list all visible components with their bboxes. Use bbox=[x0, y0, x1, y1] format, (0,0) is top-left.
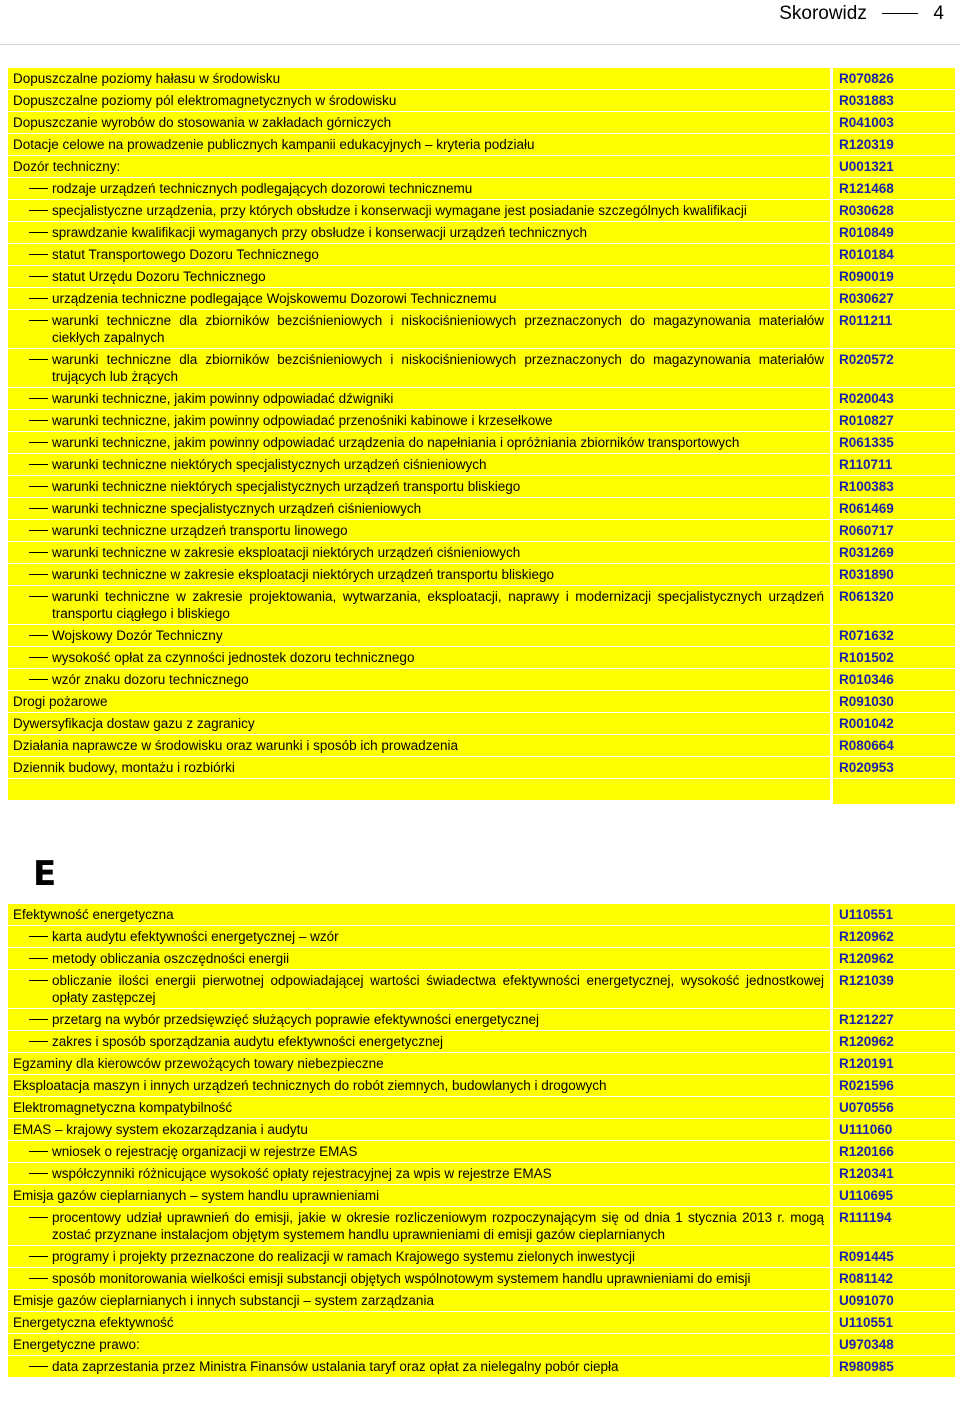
page-header bbox=[779, 0, 944, 28]
entry-code: R030628 bbox=[833, 200, 955, 221]
entry-code: R061469 bbox=[833, 498, 955, 519]
entry-code: R011211 bbox=[833, 310, 955, 348]
index-entry bbox=[8, 112, 955, 133]
entry-code: R060717 bbox=[833, 520, 955, 541]
entry-code: U001321 bbox=[833, 156, 955, 177]
index-entry bbox=[8, 713, 955, 734]
entry-code: R100383 bbox=[833, 476, 955, 497]
entry-code: R120166 bbox=[833, 1141, 955, 1162]
entry-text: warunki techniczne w zakresie projektowania, wytwarzania, eksploatacji, naprawy i modernizacji specjalistycznych urządzeń transportu ciągłego i bliskiego bbox=[8, 586, 830, 624]
entry-code: R081142 bbox=[833, 1268, 955, 1289]
entry-text: warunki techniczne, jakim powinny odpowiadać dźwigniki bbox=[8, 388, 830, 409]
index-subentry bbox=[8, 222, 955, 243]
index-subentry bbox=[8, 1031, 955, 1052]
index-subentry bbox=[8, 349, 955, 387]
index-subentry bbox=[8, 1246, 955, 1267]
entry-text: Dopuszczanie wyrobów do stosowania w zakładach górniczych bbox=[8, 112, 830, 133]
entry-code: R120319 bbox=[833, 134, 955, 155]
entry-text: Wojskowy Dozór Techniczny bbox=[8, 625, 830, 646]
entry-text: Dziennik budowy, montażu i rozbiórki bbox=[8, 757, 830, 778]
entry-text: Dywersyfikacja dostaw gazu z zagranicy bbox=[8, 713, 830, 734]
entry-text: programy i projekty przeznaczone do realizacji w ramach Krajowego systemu zielonych inwestycji bbox=[8, 1246, 830, 1267]
entry-code: U970348 bbox=[833, 1334, 955, 1355]
entry-code: R110711 bbox=[833, 454, 955, 475]
index-subentry bbox=[8, 432, 955, 453]
entry-code: U110551 bbox=[833, 904, 955, 925]
entry-code: R980985 bbox=[833, 1356, 955, 1377]
entry-code: U070556 bbox=[833, 1097, 955, 1118]
index-subentry bbox=[8, 178, 955, 199]
index-subentry bbox=[8, 1207, 955, 1245]
entry-code: R121227 bbox=[833, 1009, 955, 1030]
index-subentry bbox=[8, 410, 955, 431]
entry-code: R010346 bbox=[833, 669, 955, 690]
index-entry bbox=[8, 904, 955, 925]
entry-text: Dopuszczalne poziomy hałasu w środowisku bbox=[8, 68, 830, 89]
entry-code: R091445 bbox=[833, 1246, 955, 1267]
index-subentry bbox=[8, 200, 955, 221]
entry-text: warunki techniczne, jakim powinny odpowiadać przenośniki kabinowe i krzesełkowe bbox=[8, 410, 830, 431]
index-entry bbox=[8, 1053, 955, 1074]
index-entry bbox=[8, 691, 955, 712]
index-entry bbox=[8, 1334, 955, 1355]
entry-code: R021596 bbox=[833, 1075, 955, 1096]
entry-text: urządzenia techniczne podlegające Wojskowemu Dozorowi Technicznemu bbox=[8, 288, 830, 309]
entry-code: U091070 bbox=[833, 1290, 955, 1311]
index-subentry bbox=[8, 520, 955, 541]
entry-code: R030627 bbox=[833, 288, 955, 309]
entry-text: Efektywność energetyczna bbox=[8, 904, 830, 925]
entry-code: R121468 bbox=[833, 178, 955, 199]
index-subentry bbox=[8, 476, 955, 497]
index-subentry bbox=[8, 564, 955, 585]
entry-text: warunki techniczne, jakim powinny odpowiadać urządzenia do napełniania i opróżniania zbiorników transportowych bbox=[8, 432, 830, 453]
entry-code: R061335 bbox=[833, 432, 955, 453]
index-subentry bbox=[8, 542, 955, 563]
entry-code: R031883 bbox=[833, 90, 955, 111]
entry-code: R120191 bbox=[833, 1053, 955, 1074]
entry-text: warunki techniczne dla zbiorników bezciśnieniowych i niskociśnieniowych przeznaczonych do magazynowania materiałów trujących lub żrących bbox=[8, 349, 830, 387]
entry-code: U110695 bbox=[833, 1185, 955, 1206]
index-subentry bbox=[8, 970, 955, 1008]
index-subentry bbox=[8, 244, 955, 265]
entry-text: wzór znaku dozoru technicznego bbox=[8, 669, 830, 690]
entry-code: R121039 bbox=[833, 970, 955, 1008]
entry-text: warunki techniczne w zakresie eksploatacji niektórych urządzeń transportu bliskiego bbox=[8, 564, 830, 585]
entry-code: R120962 bbox=[833, 926, 955, 947]
entry-text bbox=[8, 779, 830, 800]
index-entry bbox=[8, 1075, 955, 1096]
entry-code: R070826 bbox=[833, 68, 955, 89]
entry-code: R120962 bbox=[833, 1031, 955, 1052]
index-subentry bbox=[8, 1009, 955, 1030]
entry-text: Emisja gazów cieplarnianych – system handlu uprawnieniami bbox=[8, 1185, 830, 1206]
entry-code: R010849 bbox=[833, 222, 955, 243]
index-subentry bbox=[8, 586, 955, 624]
entry-code: R031269 bbox=[833, 542, 955, 563]
entry-code: R020572 bbox=[833, 349, 955, 387]
index-subentry bbox=[8, 288, 955, 309]
entry-code: R120962 bbox=[833, 948, 955, 969]
entry-code: R090019 bbox=[833, 266, 955, 287]
header-title: Skorowidz bbox=[779, 3, 867, 24]
entry-code: R031890 bbox=[833, 564, 955, 585]
entry-text: zakres i sposób sporządzania audytu efektywności energetycznej bbox=[8, 1031, 830, 1052]
index-block-e bbox=[8, 904, 955, 1378]
index-subentry bbox=[8, 1356, 955, 1377]
entry-code: U111060 bbox=[833, 1119, 955, 1140]
index-subentry bbox=[8, 454, 955, 475]
index-entry bbox=[8, 1312, 955, 1333]
entry-text: warunki techniczne urządzeń transportu linowego bbox=[8, 520, 830, 541]
entry-text: warunki techniczne dla zbiorników bezciśnieniowych i niskociśnieniowych przeznaczonych do magazynowania materiałów ciekłych zapalnych bbox=[8, 310, 830, 348]
index-subentry bbox=[8, 310, 955, 348]
index-entry bbox=[8, 1119, 955, 1140]
index-entry bbox=[8, 1290, 955, 1311]
index-entry bbox=[8, 134, 955, 155]
entry-text: karta audytu efektywności energetycznej – wzór bbox=[8, 926, 830, 947]
entry-code: R101502 bbox=[833, 647, 955, 668]
page-number: 4 bbox=[933, 3, 944, 24]
entry-text: Drogi pożarowe bbox=[8, 691, 830, 712]
entry-text: rodzaje urządzeń technicznych podlegających dozorowi technicznemu bbox=[8, 178, 830, 199]
entry-code: R080664 bbox=[833, 735, 955, 756]
entry-code: R010827 bbox=[833, 410, 955, 431]
entry-text: statut Transportowego Dozoru Technicznego bbox=[8, 244, 830, 265]
index-subentry bbox=[8, 498, 955, 519]
header-separator bbox=[882, 13, 918, 14]
entry-code: R091030 bbox=[833, 691, 955, 712]
entry-text: Energetyczne prawo: bbox=[8, 1334, 830, 1355]
entry-text: obliczanie ilości energii pierwotnej odpowiadającej wartości świadectwa efektywności energetycznej, wysokość jednostkowej opłaty zastępczej bbox=[8, 970, 830, 1008]
entry-text: warunki techniczne niektórych specjalistycznych urządzeń ciśnieniowych bbox=[8, 454, 830, 475]
entry-code: R071632 bbox=[833, 625, 955, 646]
entry-code bbox=[833, 779, 955, 804]
entry-text: statut Urzędu Dozoru Technicznego bbox=[8, 266, 830, 287]
entry-text: Eksploatacja maszyn i innych urządzeń technicznych do robót ziemnych, budowlanych i drogowych bbox=[8, 1075, 830, 1096]
entry-text: warunki techniczne w zakresie eksploatacji niektórych urządzeń ciśnieniowych bbox=[8, 542, 830, 563]
entry-text: data zaprzestania przez Ministra Finansów ustalania taryf oraz opłat za nielegalny pobór ciepła bbox=[8, 1356, 830, 1377]
entry-text: metody obliczania oszczędności energii bbox=[8, 948, 830, 969]
index-entry bbox=[8, 757, 955, 778]
index-subentry bbox=[8, 926, 955, 947]
entry-text: współczynniki różnicujące wysokość opłaty rejestracyjnej za wpis w rejestrze EMAS bbox=[8, 1163, 830, 1184]
index-entry bbox=[8, 735, 955, 756]
index-subentry bbox=[8, 388, 955, 409]
header-rule bbox=[0, 44, 960, 45]
index-entry bbox=[8, 156, 955, 177]
index-subentry bbox=[8, 625, 955, 646]
index-subentry bbox=[8, 1268, 955, 1289]
entry-text: EMAS – krajowy system ekozarządzania i audytu bbox=[8, 1119, 830, 1140]
index-entry bbox=[8, 779, 955, 804]
entry-text: Egzaminy dla kierowców przewożących towary niebezpieczne bbox=[8, 1053, 830, 1074]
entry-code: R001042 bbox=[833, 713, 955, 734]
index-entry bbox=[8, 68, 955, 89]
index-entry bbox=[8, 1185, 955, 1206]
index-block-d bbox=[8, 68, 955, 805]
entry-text: Dotacje celowe na prowadzenie publicznych kampanii edukacyjnych – kryteria podziału bbox=[8, 134, 830, 155]
entry-text: Dozór techniczny: bbox=[8, 156, 830, 177]
entry-code: R041003 bbox=[833, 112, 955, 133]
entry-text: Emisje gazów cieplarnianych i innych substancji – system zarządzania bbox=[8, 1290, 830, 1311]
entry-text: warunki techniczne specjalistycznych urządzeń ciśnieniowych bbox=[8, 498, 830, 519]
index-subentry bbox=[8, 647, 955, 668]
entry-text: Działania naprawcze w środowisku oraz warunki i sposób ich prowadzenia bbox=[8, 735, 830, 756]
section-letter: E bbox=[33, 854, 57, 894]
entry-text: warunki techniczne niektórych specjalistycznych urządzeń transportu bliskiego bbox=[8, 476, 830, 497]
index-entry bbox=[8, 1097, 955, 1118]
entry-code: U110551 bbox=[833, 1312, 955, 1333]
index-subentry bbox=[8, 669, 955, 690]
entry-text: procentowy udział uprawnień do emisji, jakie w okresie rozliczeniowym rozpoczynającym się od dnia 1 stycznia 2013 r. mogą zostać przyznane instalacjom objętym systemem handlu uprawnieniami di emisji gazów cieplarnianych bbox=[8, 1207, 830, 1245]
entry-code: R010184 bbox=[833, 244, 955, 265]
entry-code: R020953 bbox=[833, 757, 955, 778]
entry-text: Dopuszczalne poziomy pól elektromagnetycznych w środowisku bbox=[8, 90, 830, 111]
entry-text: wysokość opłat za czynności jednostek dozoru technicznego bbox=[8, 647, 830, 668]
entry-text: sprawdzanie kwalifikacji wymaganych przy obsłudze i konserwacji urządzeń technicznych bbox=[8, 222, 830, 243]
entry-text: sposób monitorowania wielkości emisji substancji objętych wspólnotowym systemem handlu uprawnieniami do emisji bbox=[8, 1268, 830, 1289]
index-entry bbox=[8, 90, 955, 111]
entry-text: Energetyczna efektywność bbox=[8, 1312, 830, 1333]
index-subentry bbox=[8, 948, 955, 969]
entry-text: przetarg na wybór przedsięwzięć służących poprawie efektywności energetycznej bbox=[8, 1009, 830, 1030]
entry-code: R061320 bbox=[833, 586, 955, 624]
entry-code: R020043 bbox=[833, 388, 955, 409]
entry-code: R111194 bbox=[833, 1207, 955, 1245]
index-subentry bbox=[8, 266, 955, 287]
entry-text: specjalistyczne urządzenia, przy których obsłudze i konserwacji wymagane jest posiadanie szczególnych kwalifikacji bbox=[8, 200, 830, 221]
index-subentry bbox=[8, 1163, 955, 1184]
entry-code: R120341 bbox=[833, 1163, 955, 1184]
index-subentry bbox=[8, 1141, 955, 1162]
entry-text: Elektromagnetyczna kompatybilność bbox=[8, 1097, 830, 1118]
entry-text: wniosek o rejestrację organizacji w rejestrze EMAS bbox=[8, 1141, 830, 1162]
